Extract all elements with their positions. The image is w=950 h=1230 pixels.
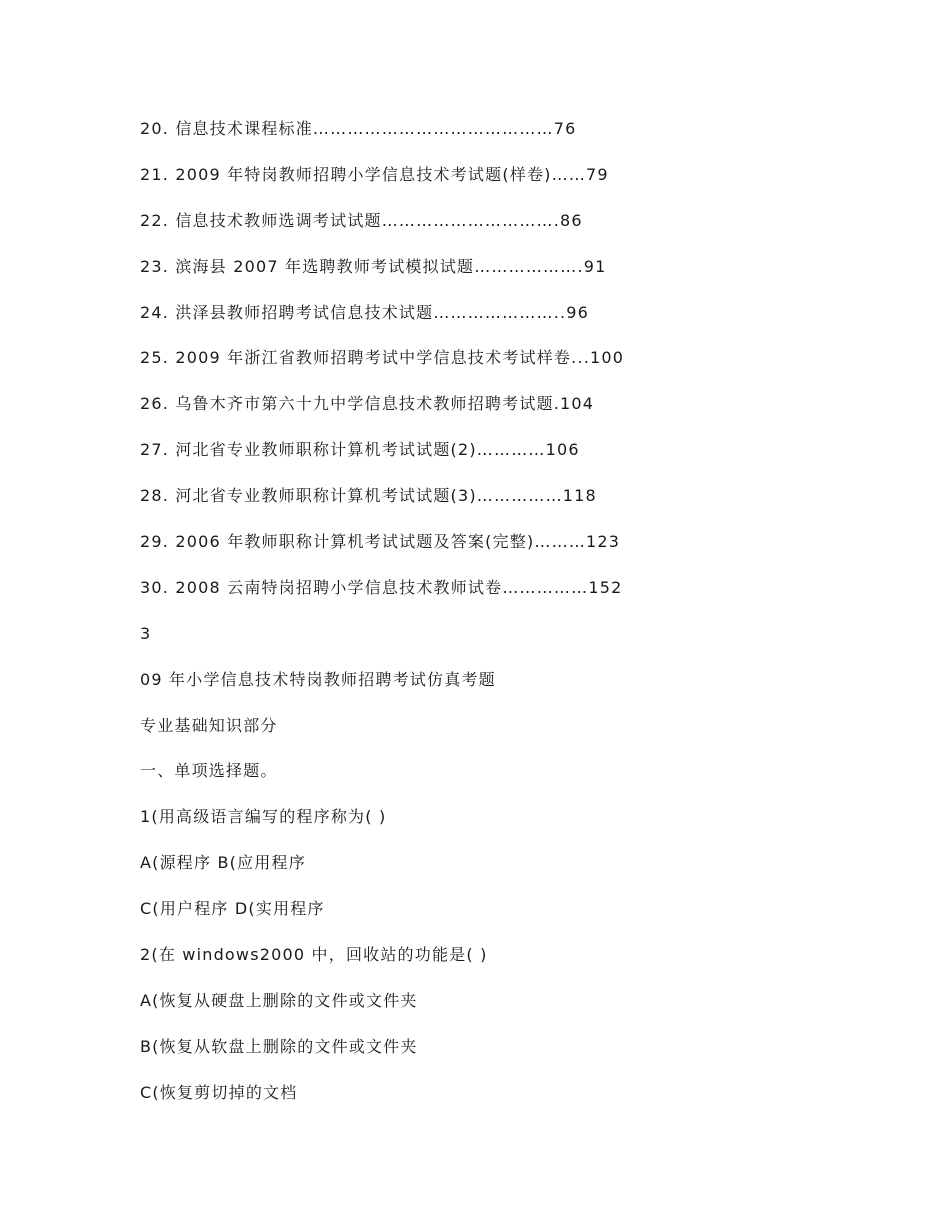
question-2-option-a: A(恢复从硬盘上删除的文件或文件夹 — [140, 990, 418, 1010]
toc-entry-24: 24. 洪泽县教师招聘考试信息技术试题…………………..96 — [140, 302, 590, 322]
document-body — [140, 116, 900, 1126]
question-1-options-ab: A(源程序 B(应用程序 — [140, 853, 306, 873]
toc-entry-28: 28. 河北省专业教师职称计算机考试试题(3)……………118 — [140, 486, 597, 506]
toc-entry-26: 26. 乌鲁木齐市第六十九中学信息技术教师招聘考试题.104 — [140, 394, 595, 414]
toc-entry-23: 23. 滨海县 2007 年选聘教师考试模拟试题……………….91 — [140, 256, 607, 276]
question-1-stem: 1(用高级语言编写的程序称为( ) — [140, 807, 387, 827]
toc-entry-29: 29. 2006 年教师职称计算机考试试题及答案(完整)………123 — [140, 532, 621, 552]
exam-title: 09 年小学信息技术特岗教师招聘考试仿真考题 — [140, 669, 496, 689]
toc-entry-20: 20. 信息技术课程标准……………………………………76 — [140, 119, 577, 138]
toc-entry-25: 25. 2009 年浙江省教师招聘考试中学信息技术考试样卷...100 — [140, 348, 625, 368]
question-1-options-cd: C(用户程序 D(实用程序 — [140, 899, 325, 919]
toc-entry-30: 30. 2008 云南特岗招聘小学信息技术教师试卷……………152 — [140, 577, 623, 597]
toc-entry-21: 21. 2009 年特岗教师招聘小学信息技术考试题(样卷)……79 — [140, 164, 609, 184]
section-title: 专业基础知识部分 — [140, 715, 278, 735]
toc-entry-27: 27. 河北省专业教师职称计算机考试试题(2)…………106 — [140, 440, 580, 460]
question-2-option-b: B(恢复从软盘上删除的文件或文件夹 — [140, 1036, 418, 1056]
page-number: 3 — [140, 623, 152, 643]
question-2-option-c: C(恢复剪切掉的文档 — [140, 1082, 298, 1102]
part-title: 一、单项选择题。 — [140, 761, 278, 781]
question-2-stem: 2(在 windows2000 中，回收站的功能是( ) — [140, 945, 488, 965]
toc-entry-22: 22. 信息技术教师选调考试试题………………………….86 — [140, 210, 583, 230]
